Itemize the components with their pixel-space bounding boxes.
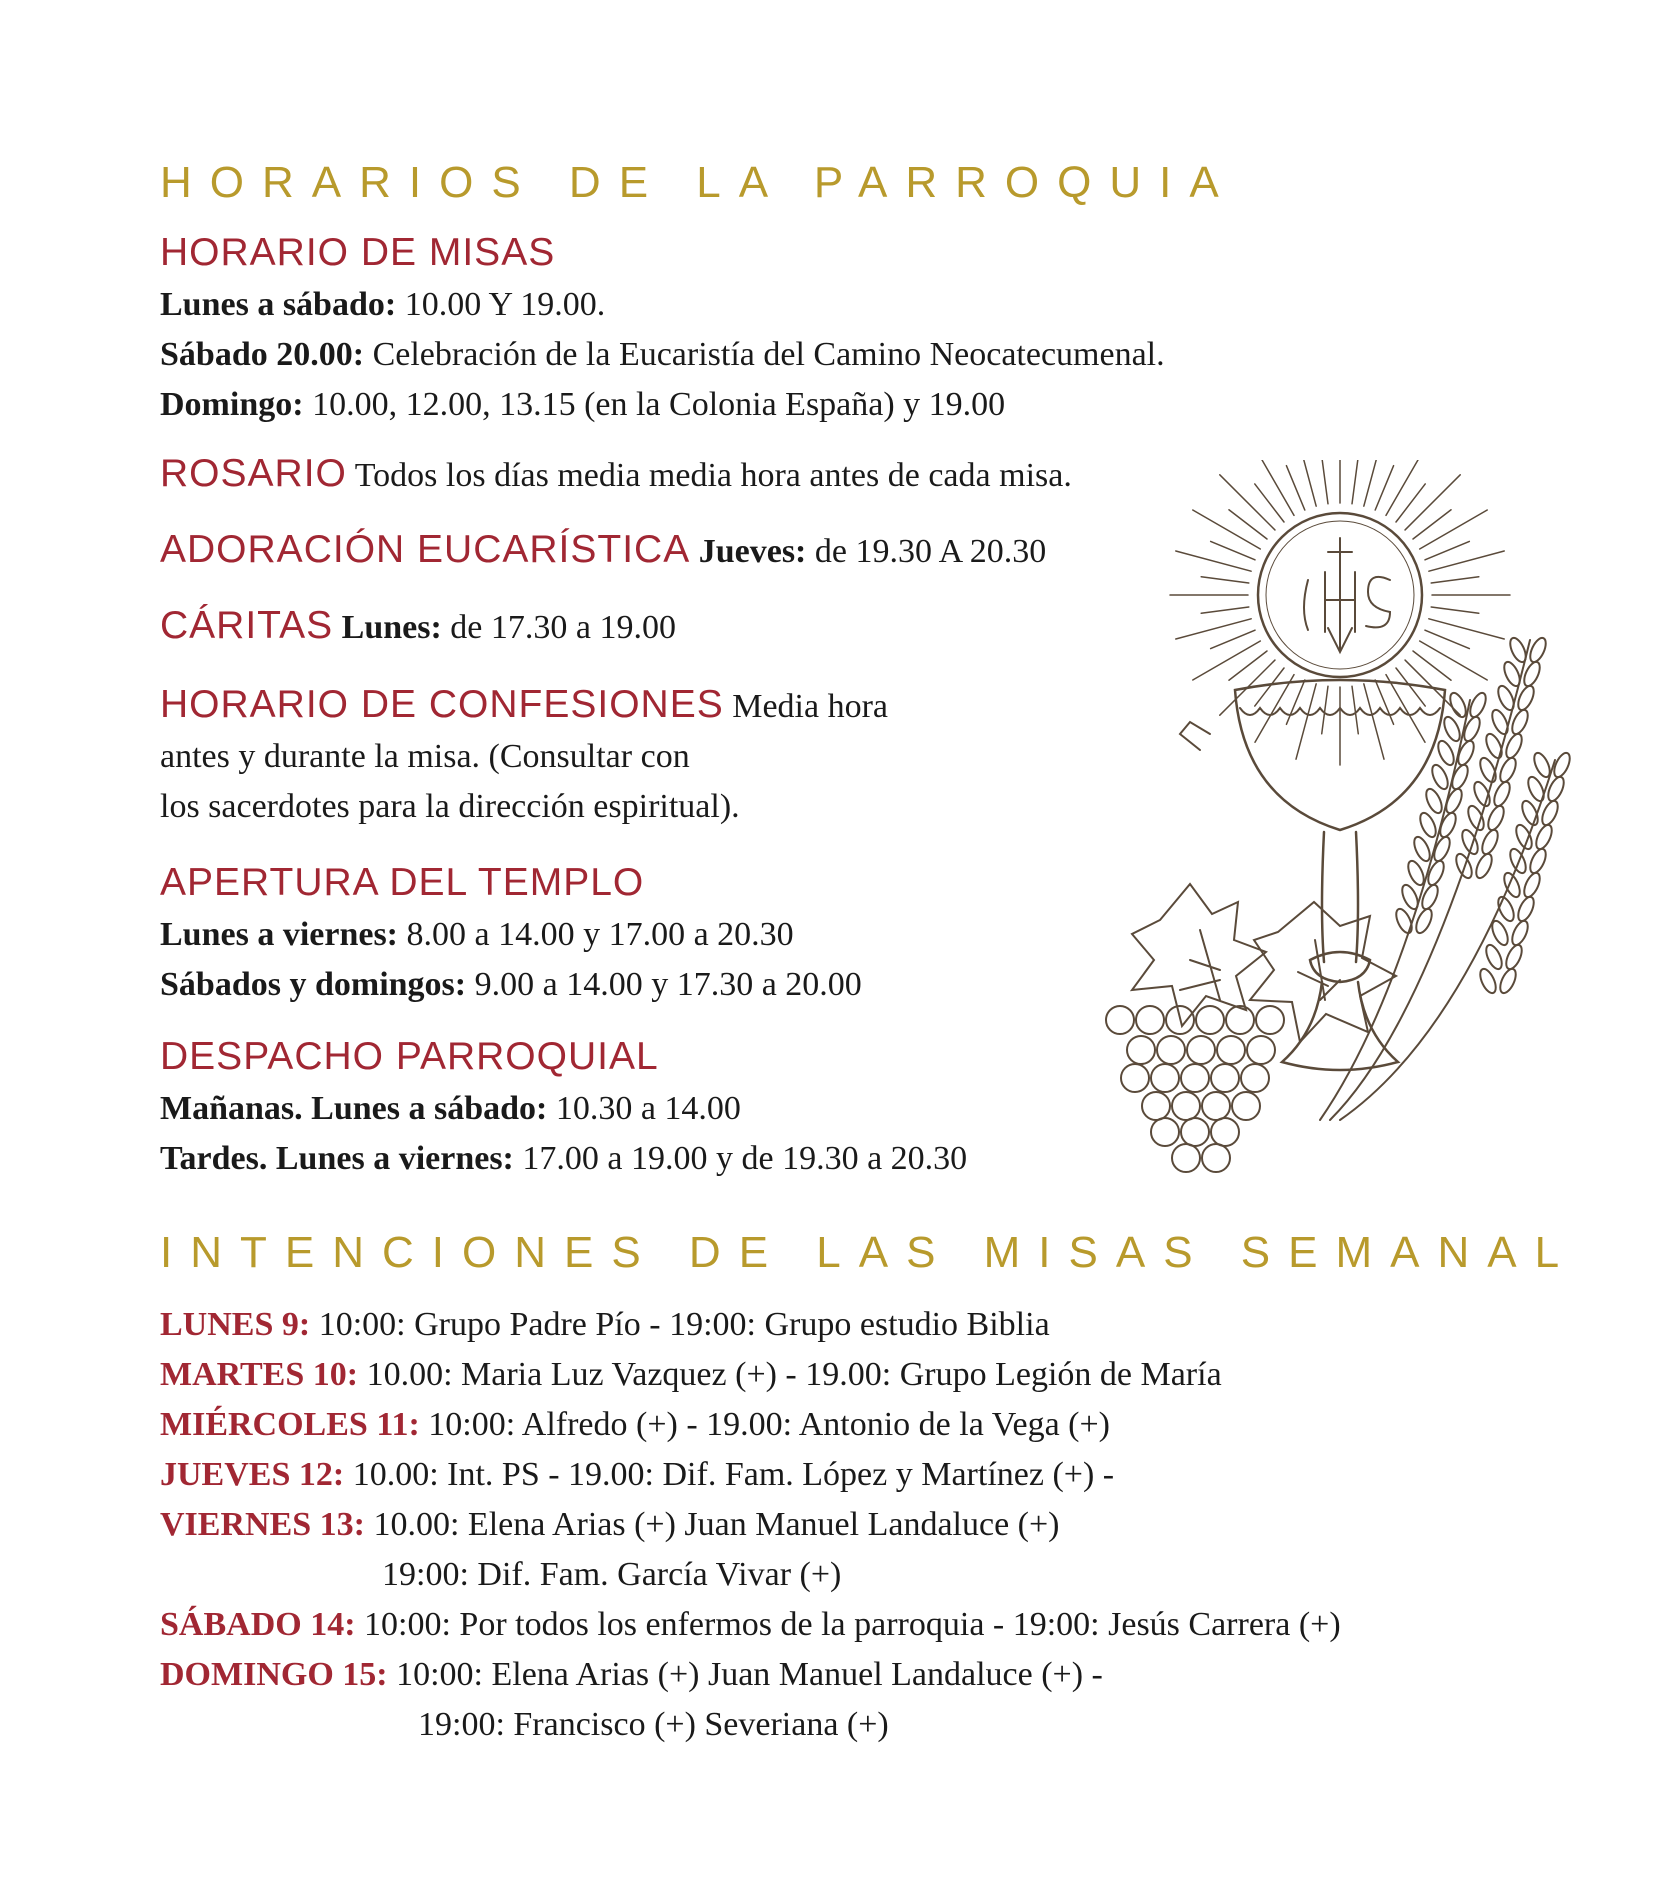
despacho-line [160, 1084, 967, 1134]
wheat-grain [1495, 684, 1517, 713]
misas-line [160, 380, 1165, 430]
ray [1286, 680, 1304, 724]
intencion-text: 10:00: Elena Arias (+) Juan Manuel Landaluce (+) - [387, 1656, 1103, 1693]
grape [1157, 1036, 1185, 1064]
grape [1202, 1092, 1230, 1120]
wheat-grain [1503, 943, 1525, 972]
chalice-stem [1322, 832, 1358, 962]
intencion-row [160, 1450, 1341, 1500]
wheat-grain [1489, 919, 1511, 948]
grape [1241, 1064, 1269, 1092]
wheat-grain [1489, 708, 1511, 737]
wheat-grain [1485, 804, 1507, 833]
confesiones-row [160, 680, 888, 732]
apertura-heading: APERTURA DEL TEMPLO [160, 861, 645, 904]
ray [1201, 577, 1249, 583]
confesiones-text: antes y durante la misa. (Consultar con [160, 738, 690, 775]
ray [1193, 641, 1261, 680]
despacho-label: Tardes. Lunes a viernes: [160, 1140, 514, 1177]
apertura-line [160, 960, 862, 1010]
intencion-day: MIÉRCOLES 11: [160, 1406, 420, 1443]
grape [1172, 1092, 1200, 1120]
despacho-text: 10.30 a 14.00 [547, 1090, 741, 1127]
apertura-label: Sábados y domingos: [160, 966, 467, 1003]
caritas-heading: CÁRITAS [160, 604, 334, 647]
grape [1181, 1064, 1209, 1092]
ray [1431, 577, 1479, 583]
misas-line [160, 330, 1165, 380]
wheat-grain [1483, 943, 1505, 972]
apertura-text: 8.00 a 14.00 y 17.00 a 20.30 [398, 916, 794, 953]
section-confesiones [160, 680, 888, 832]
intencion-row [160, 1350, 1341, 1400]
section-caritas [160, 604, 676, 648]
despacho-heading: DESPACHO PARROQUIAL [160, 1035, 659, 1078]
grape [1211, 1118, 1239, 1146]
wheat-grain [1507, 847, 1529, 876]
intencion-day: VIERNES 13: [160, 1506, 365, 1543]
ray [1220, 475, 1275, 530]
wheat-grain [1405, 859, 1427, 888]
intenciones-list [160, 1300, 1341, 1750]
despacho-line [160, 1134, 967, 1184]
ihs-monogram [1304, 538, 1390, 652]
ray [1375, 466, 1393, 510]
wheat-grain [1531, 751, 1553, 780]
intencion-text: 10.00: Maria Luz Vazquez (+) - 19.00: Grupo Legión de María [358, 1356, 1222, 1393]
grape [1172, 1144, 1200, 1172]
wheat-grain [1441, 715, 1463, 744]
misas-text: Celebración de la Eucaristía del Camino Neocatecumenal. [364, 336, 1165, 373]
wheat-grain [1525, 775, 1547, 804]
grape [1232, 1092, 1260, 1120]
horarios-title: HORARIOS DE LA PARROQUIA [160, 158, 1237, 207]
wheat-grain [1435, 739, 1457, 768]
ray [1286, 466, 1304, 510]
wheat-grain [1399, 883, 1421, 912]
adoracion-heading: ADORACIÓN EUCARÍSTICA [160, 528, 691, 571]
apertura-text: 9.00 a 14.00 y 17.30 a 20.00 [466, 966, 862, 1003]
misas-label: Domingo: [160, 386, 304, 423]
intencion-text: 10:00: Alfredo (+) - 19.00: Antonio de la Vega (+) [419, 1406, 1110, 1443]
intencion-day: DOMINGO 15: [160, 1656, 388, 1693]
grape [1247, 1036, 1275, 1064]
intencion-text: 10:00: Por todos los enfermos de la parroquia - 19:00: Jesús Carrera (+) [355, 1606, 1341, 1643]
section-apertura [160, 856, 862, 1010]
wheat-grain [1509, 919, 1531, 948]
misas-text: 10.00, 12.00, 13.15 (en la Colonia España) y 19.00 [303, 386, 1006, 423]
wheat-grain [1507, 636, 1529, 665]
misas-label: Sábado 20.00: [160, 336, 365, 373]
wheat-grain [1501, 660, 1523, 689]
grape [1202, 1144, 1230, 1172]
ray [1420, 641, 1488, 680]
ray [1425, 630, 1469, 648]
intencion-text: 10.00: Elena Arias (+) Juan Manuel Landaluce (+) [364, 1506, 1060, 1543]
wheat-grain [1411, 835, 1433, 864]
grape [1106, 1006, 1134, 1034]
ray [1431, 607, 1479, 613]
wheat-grain [1477, 967, 1499, 996]
apertura-line [160, 910, 862, 960]
confesiones-text: los sacerdotes para la dirección espiritual). [160, 788, 740, 825]
grape [1127, 1036, 1155, 1064]
wheat-grain [1503, 732, 1525, 761]
ray [1193, 510, 1261, 549]
adoracion-text: de 19.30 A 20.30 [806, 533, 1047, 570]
wheat-grain [1417, 811, 1439, 840]
intencion-day: JUEVES 12: [160, 1456, 345, 1493]
misas-label: Lunes a sábado: [160, 286, 397, 323]
grape [1142, 1092, 1170, 1120]
intencion-day: MARTES 10: [160, 1356, 359, 1393]
grape [1256, 1006, 1284, 1034]
intencion-row [160, 1300, 1341, 1350]
intencion-row [160, 1650, 1341, 1700]
grape [1217, 1036, 1245, 1064]
ray [1352, 460, 1358, 504]
section-rosario [160, 452, 1072, 496]
wheat-grain [1539, 799, 1561, 828]
ray [1211, 630, 1255, 648]
grape [1226, 1006, 1254, 1034]
adoracion-label: Jueves: [690, 533, 807, 570]
grape [1136, 1006, 1164, 1034]
caritas-label: Lunes: [333, 609, 442, 646]
section-despacho [160, 1030, 967, 1184]
wheat-grain [1515, 895, 1537, 924]
section-adoracion [160, 528, 1046, 572]
chalice-base [1282, 982, 1398, 1070]
grape [1151, 1118, 1179, 1146]
wheat-grain [1467, 691, 1489, 720]
intencion-text: 10.00: Int. PS - 19.00: Dif. Fam. López y Martínez (+) - [344, 1456, 1115, 1493]
wheat-grain [1527, 847, 1549, 876]
ray [1322, 460, 1328, 504]
rosario-heading: ROSARIO [160, 452, 347, 495]
misas-line [160, 280, 1165, 330]
ray [1420, 510, 1488, 549]
ray [1405, 475, 1460, 530]
wheat-grain [1459, 828, 1481, 857]
intencion-continuation: 19:00: Dif. Fam. García Vivar (+) [382, 1556, 842, 1593]
wheat-grain [1473, 852, 1495, 881]
grape-cluster [1106, 1006, 1284, 1172]
wheat-grain [1423, 787, 1445, 816]
intencion-row [160, 1600, 1341, 1650]
rosario-text: Todos los días media media hora antes de cada misa. [346, 457, 1072, 494]
wheat-grain [1533, 823, 1555, 852]
grape [1121, 1064, 1149, 1092]
grape [1211, 1064, 1239, 1092]
ray [1296, 460, 1316, 506]
wheat-grain [1479, 828, 1501, 857]
wheat-grain [1471, 780, 1493, 809]
grape [1181, 1118, 1209, 1146]
grape [1196, 1006, 1224, 1034]
wheat-grain [1497, 756, 1519, 785]
caritas-text: de 17.30 a 19.00 [441, 609, 676, 646]
intencion-row [160, 1500, 1341, 1550]
grape [1187, 1036, 1215, 1064]
confesiones-heading: HORARIO DE CONFESIONES [160, 683, 724, 726]
wheat-grain [1491, 780, 1513, 809]
grape-leaves [1132, 722, 1396, 1042]
wheat-grain [1497, 967, 1519, 996]
intencion-day: LUNES 9: [160, 1306, 311, 1343]
section-misas [160, 226, 1165, 430]
ray [1425, 541, 1469, 559]
wheat-grain [1521, 871, 1543, 900]
chalice-host-wheat-grapes-icon [1040, 460, 1580, 1180]
apertura-label: Lunes a viernes: [160, 916, 398, 953]
wheat-grain [1429, 763, 1451, 792]
ray [1201, 607, 1249, 613]
despacho-text: 17.00 a 19.00 y de 19.30 a 20.30 [513, 1140, 968, 1177]
intencion-row [160, 1400, 1341, 1450]
intenciones-title: INTENCIONES DE LAS MISAS SEMANAL [160, 1228, 1578, 1277]
intencion-day: SÁBADO 14: [160, 1606, 356, 1643]
ray [1364, 460, 1384, 506]
intencion-continuation: 19:00: Francisco (+) Severiana (+) [418, 1706, 889, 1743]
despacho-label: Mañanas. Lunes a sábado: [160, 1090, 548, 1127]
ray [1375, 680, 1393, 724]
ray [1211, 541, 1255, 559]
misas-heading: HORARIO DE MISAS [160, 231, 556, 274]
confesiones-text: Media hora [723, 688, 889, 725]
misas-text: 10.00 Y 19.00. [396, 286, 606, 323]
intencion-text: 10:00: Grupo Padre Pío - 19:00: Grupo estudio Biblia [310, 1306, 1050, 1343]
grape [1151, 1064, 1179, 1092]
